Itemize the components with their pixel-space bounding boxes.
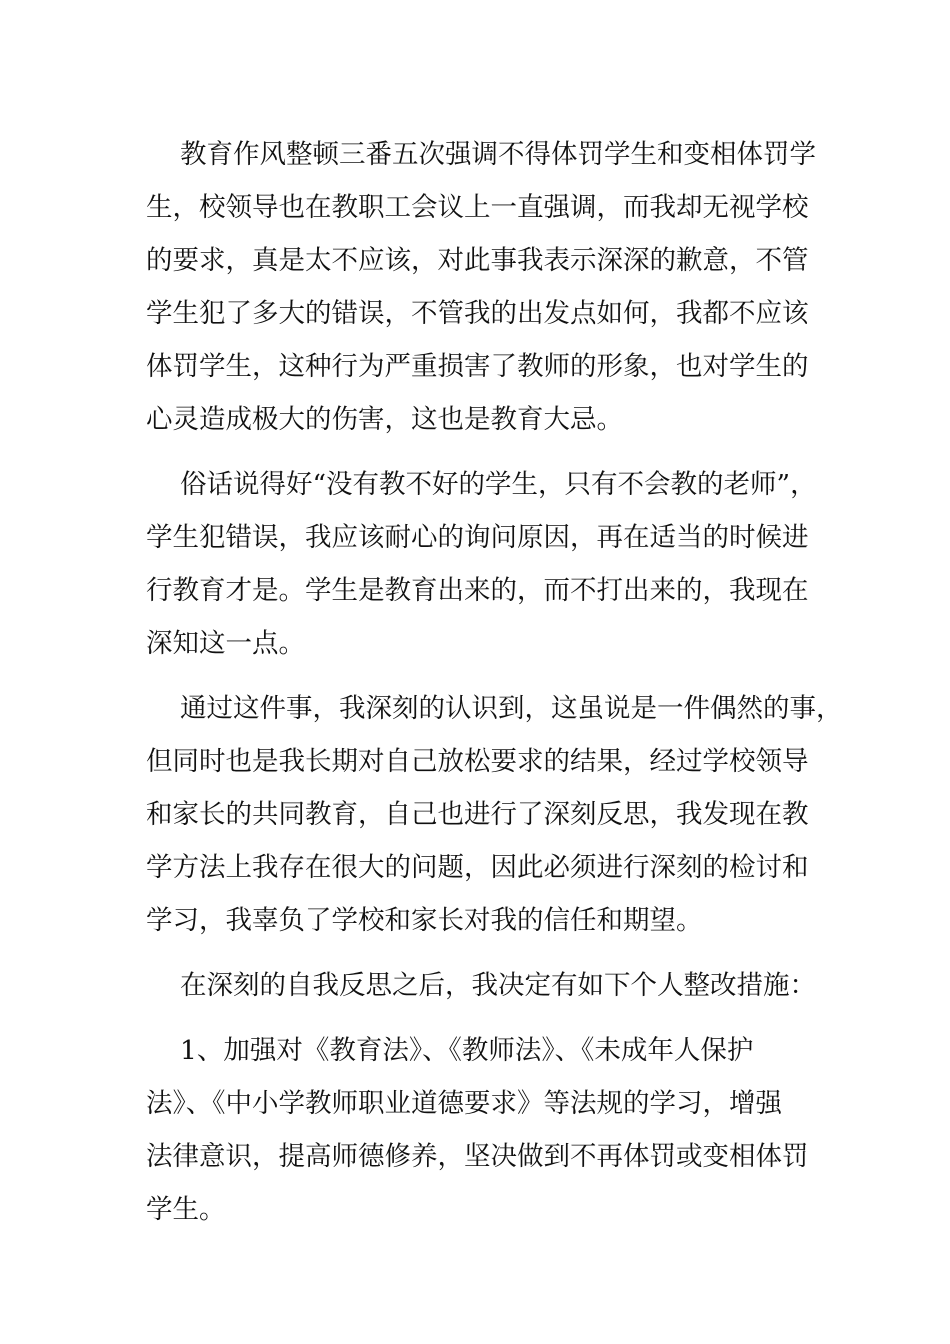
paragraph-2 — [146, 458, 817, 670]
text-line: 和家长的共同教育，自己也进行了深刻反思，我发现在教 — [146, 799, 809, 830]
paragraph-gap — [146, 446, 806, 458]
paragraph-3 — [146, 682, 843, 947]
paragraph-4 — [146, 959, 816, 1012]
text-line: 的要求，真是太不应该，对此事我表示深深的歉意，不管 — [146, 245, 809, 276]
text-line: 心灵造成极大的伤害，这也是教育大忌。 — [146, 404, 623, 435]
paragraph-gap — [146, 1012, 806, 1024]
text-line: 俗话说得好“没有教不好的学生，只有不会教的老师”， — [180, 469, 817, 500]
text-line: 学习，我辜负了学校和家长对我的信任和期望。 — [146, 905, 703, 936]
text-line: 法律意识，提高师德修养，坚决做到不再体罚或变相体罚 — [146, 1141, 809, 1172]
text-line: 行教育才是。学生是教育出来的，而不打出来的，我现在 — [146, 575, 809, 606]
text-line: 学生犯错误，我应该耐心的询问原因，再在适当的时候进 — [146, 522, 809, 553]
document-body — [146, 128, 843, 1236]
text-line: 学生。 — [146, 1194, 226, 1225]
paragraph-1 — [146, 128, 816, 446]
text-line: 深知这一点。 — [146, 628, 305, 659]
text-line: 1、加强对《教育法》、《教师法》、《未成年人保护 — [180, 1035, 754, 1066]
text-line: 学方法上我存在很大的问题，因此必须进行深刻的检讨和 — [146, 852, 809, 883]
text-line: 在深刻的自我反思之后，我决定有如下个人整改措施： — [180, 970, 816, 1001]
text-line: 教育作风整顿三番五次强调不得体罚学生和变相体罚学 — [180, 139, 816, 170]
text-line: 体罚学生，这种行为严重损害了教师的形象，也对学生的 — [146, 351, 809, 382]
paragraph-gap — [146, 670, 806, 682]
paragraph-5 — [146, 1024, 809, 1236]
text-line: 学生犯了多大的错误，不管我的出发点如何，我都不应该 — [146, 298, 809, 329]
text-line: 生，校领导也在教职工会议上一直强调，而我却无视学校 — [146, 192, 809, 223]
text-line: 通过这件事，我深刻的认识到，这虽说是一件偶然的事， — [180, 693, 843, 724]
text-line: 但同时也是我长期对自己放松要求的结果，经过学校领导 — [146, 746, 809, 777]
paragraph-gap — [146, 947, 806, 959]
text-line: 法》、《中小学教师职业道德要求》等法规的学习，增强 — [146, 1088, 782, 1119]
